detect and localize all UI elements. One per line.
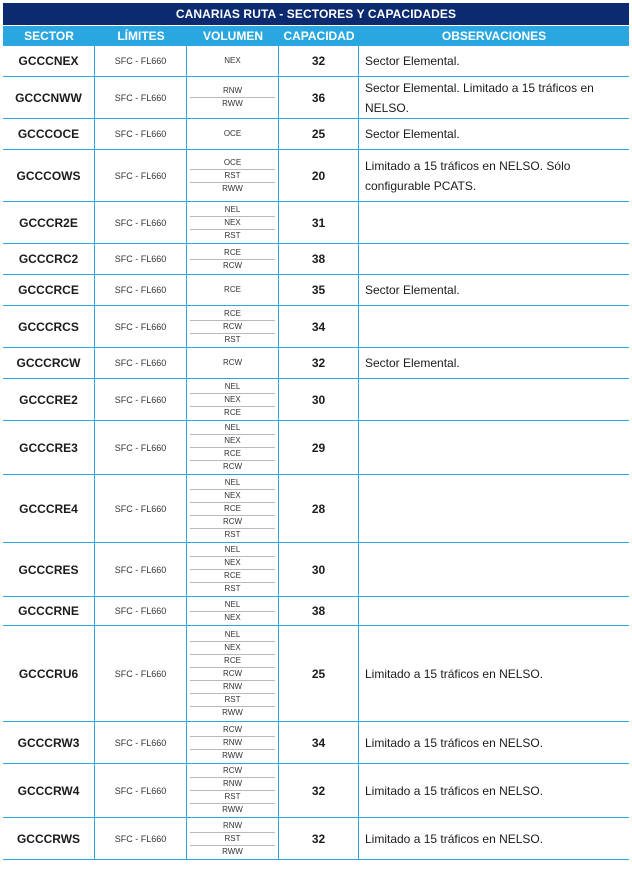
header-observaciones: OBSERVACIONES	[441, 29, 547, 43]
capacidad-cell: 31	[279, 202, 359, 243]
volumen-item: RST	[190, 833, 275, 846]
volumen-item: NEX	[190, 642, 275, 655]
sector-cell: GCCCRU6	[3, 626, 95, 721]
volumen-item: NEL	[190, 629, 275, 642]
volumen-cell	[187, 275, 279, 305]
sector-cell: GCCCNEX	[3, 46, 95, 76]
sector-cell: GCCCRE3	[3, 421, 95, 474]
limites-cell: SFC - FL660	[95, 150, 187, 201]
table-row	[3, 77, 629, 119]
volumen-item: RCE	[190, 247, 275, 260]
volumen-item: RCW	[190, 724, 275, 737]
sectors-table	[3, 3, 629, 860]
observaciones-cell: Limitado a 15 tráficos en NELSO.	[365, 831, 544, 846]
volumen-cell	[187, 722, 279, 763]
volumen-item: RCW	[190, 668, 275, 681]
header-capacidad: CAPACIDAD	[283, 29, 355, 43]
limites-cell: SFC - FL660	[95, 119, 187, 149]
sector-cell: GCCCRNE	[3, 597, 95, 625]
volumen-item: RNW	[190, 778, 275, 791]
volumen-cell	[187, 421, 279, 474]
limites-cell: SFC - FL660	[95, 275, 187, 305]
observaciones-cell	[359, 306, 629, 347]
limites-cell: SFC - FL660	[95, 421, 187, 474]
observaciones-cell: Limitado a 15 tráficos en NELSO.	[365, 783, 544, 798]
table-row	[3, 818, 629, 860]
volumen-item: RCE	[190, 503, 275, 516]
volumen-item: RCW	[190, 516, 275, 529]
capacidad-cell: 20	[279, 150, 359, 201]
volumen-item: NEX	[190, 394, 275, 407]
capacidad-cell: 32	[279, 46, 359, 76]
limites-cell: SFC - FL660	[95, 202, 187, 243]
sector-cell: GCCCRES	[3, 543, 95, 596]
volumen-item: RCW	[222, 260, 243, 270]
volumen-item: RCW	[190, 321, 275, 334]
volumen-cell	[187, 150, 279, 201]
volumen-item: NEL	[190, 204, 275, 217]
capacidad-cell: 29	[279, 421, 359, 474]
volumen-item: RCE	[224, 407, 241, 417]
limites-cell: SFC - FL660	[95, 597, 187, 625]
header-sector: SECTOR	[24, 29, 74, 43]
volumen-cell	[187, 119, 279, 149]
table-row	[3, 475, 629, 543]
header-limites: LÍMITES	[117, 29, 165, 43]
capacidad-cell: 36	[279, 77, 359, 118]
observaciones-cell: Limitado a 15 tráficos en NELSO. Sólo configurable PCATS.	[365, 158, 571, 193]
capacidad-cell: 38	[279, 244, 359, 274]
observaciones-cell	[359, 379, 629, 420]
volumen-item: RCE	[190, 570, 275, 583]
volumen-item: RWW	[222, 707, 243, 717]
volumen-cell	[187, 244, 279, 274]
volumen-item: OCE	[190, 157, 275, 170]
volumen-item: NEX	[190, 490, 275, 503]
observaciones-cell	[359, 421, 629, 474]
volumen-cell	[187, 764, 279, 817]
volumen-cell	[187, 202, 279, 243]
limites-cell: SFC - FL660	[95, 475, 187, 542]
observaciones-cell: Sector Elemental.	[365, 356, 460, 370]
sector-cell: GCCCRW3	[3, 722, 95, 763]
observaciones-cell: Sector Elemental. Limitado a 15 tráficos en NELSO.	[365, 80, 594, 115]
sector-cell: GCCCOWS	[3, 150, 95, 201]
table-row	[3, 597, 629, 626]
table-row	[3, 543, 629, 597]
limites-cell: SFC - FL660	[95, 46, 187, 76]
volumen-item: RCW	[190, 765, 275, 778]
volumen-cell	[187, 543, 279, 596]
volumen-item: NEX	[224, 612, 241, 622]
volumen-cell	[187, 475, 279, 542]
volumen-item: NEL	[190, 599, 275, 612]
volumen-item: RST	[224, 230, 241, 240]
sector-cell: GCCCR2E	[3, 202, 95, 243]
observaciones-cell	[359, 475, 629, 542]
sector-cell: GCCCRCW	[3, 348, 95, 378]
sector-cell: GCCCRW4	[3, 764, 95, 817]
sector-cell: GCCCRCE	[3, 275, 95, 305]
table-body	[3, 46, 629, 860]
volumen-item: RCW	[222, 358, 243, 367]
volumen-cell	[187, 306, 279, 347]
capacidad-cell: 30	[279, 379, 359, 420]
capacidad-cell: 35	[279, 275, 359, 305]
table-header-row	[3, 26, 629, 46]
volumen-item: RCE	[190, 308, 275, 321]
capacidad-cell: 28	[279, 475, 359, 542]
capacidad-cell: 32	[279, 348, 359, 378]
capacidad-cell: 34	[279, 306, 359, 347]
table-row	[3, 626, 629, 722]
observaciones-cell: Limitado a 15 tráficos en NELSO.	[365, 735, 544, 750]
volumen-item: RST	[224, 529, 241, 539]
volumen-item: RWW	[222, 750, 243, 760]
volumen-item: RCE	[190, 448, 275, 461]
volumen-item: RST	[190, 694, 275, 707]
volumen-item: NEL	[190, 544, 275, 557]
volumen-cell	[187, 626, 279, 721]
volumen-item: RST	[190, 170, 275, 183]
capacidad-cell: 32	[279, 818, 359, 859]
table-row	[3, 202, 629, 244]
limites-cell: SFC - FL660	[95, 818, 187, 859]
table-row	[3, 348, 629, 379]
volumen-cell	[187, 597, 279, 625]
volumen-item: RCE	[190, 655, 275, 668]
limites-cell: SFC - FL660	[95, 348, 187, 378]
limites-cell: SFC - FL660	[95, 244, 187, 274]
observaciones-cell	[359, 244, 629, 274]
capacidad-cell: 30	[279, 543, 359, 596]
volumen-item: NEX	[190, 435, 275, 448]
volumen-item: NEX	[224, 56, 241, 65]
volumen-item: RWW	[222, 183, 243, 193]
volumen-item: NEX	[190, 217, 275, 230]
limites-cell: SFC - FL660	[95, 543, 187, 596]
observaciones-cell: Limitado a 15 tráficos en NELSO.	[365, 666, 544, 681]
volumen-cell	[187, 77, 279, 118]
table-row	[3, 244, 629, 275]
volumen-item: RNW	[190, 681, 275, 694]
sector-cell: GCCCOCE	[3, 119, 95, 149]
observaciones-cell: Sector Elemental.	[365, 283, 460, 297]
volumen-item: RWW	[222, 846, 243, 856]
volumen-item: NEL	[190, 477, 275, 490]
volumen-item: NEX	[190, 557, 275, 570]
volumen-item: RCW	[222, 462, 243, 471]
table-row	[3, 150, 629, 202]
volumen-item: RST	[224, 584, 241, 593]
volumen-cell	[187, 46, 279, 76]
capacidad-cell: 32	[279, 764, 359, 817]
sector-cell: GCCCNWW	[3, 77, 95, 118]
capacidad-cell: 38	[279, 597, 359, 625]
table-row	[3, 306, 629, 348]
volumen-cell	[187, 818, 279, 859]
volumen-item: RCE	[224, 285, 241, 294]
table-row	[3, 46, 629, 77]
limites-cell: SFC - FL660	[95, 306, 187, 347]
volumen-item: RNW	[190, 737, 275, 750]
volumen-item: RWW	[222, 99, 243, 108]
volumen-item: NEL	[190, 381, 275, 394]
capacidad-cell: 34	[279, 722, 359, 763]
table-row	[3, 379, 629, 421]
sector-cell: GCCCRE2	[3, 379, 95, 420]
volumen-item: NEL	[190, 422, 275, 435]
observaciones-cell	[359, 543, 629, 596]
observaciones-cell	[359, 202, 629, 243]
volumen-item: RST	[224, 334, 241, 344]
sector-cell: GCCCRWS	[3, 818, 95, 859]
limites-cell: SFC - FL660	[95, 626, 187, 721]
limites-cell: SFC - FL660	[95, 722, 187, 763]
volumen-item: RST	[190, 791, 275, 804]
volumen-item: RNW	[190, 85, 275, 98]
sector-cell: GCCCRC2	[3, 244, 95, 274]
sector-cell: GCCCRE4	[3, 475, 95, 542]
volumen-item: RWW	[222, 805, 243, 814]
table-row	[3, 119, 629, 150]
table-row	[3, 764, 629, 818]
table-title: CANARIAS RUTA - SECTORES Y CAPACIDADES	[3, 3, 629, 25]
limites-cell: SFC - FL660	[95, 379, 187, 420]
observaciones-cell: Sector Elemental.	[365, 127, 460, 141]
limites-cell: SFC - FL660	[95, 764, 187, 817]
table-row	[3, 722, 629, 764]
capacidad-cell: 25	[279, 626, 359, 721]
observaciones-cell: Sector Elemental.	[365, 54, 460, 68]
capacidad-cell: 25	[279, 119, 359, 149]
volumen-item: OCE	[223, 129, 242, 138]
limites-cell: SFC - FL660	[95, 77, 187, 118]
observaciones-cell	[359, 597, 629, 625]
header-volumen: VOLUMEN	[203, 29, 263, 43]
volumen-cell	[187, 379, 279, 420]
volumen-item: RNW	[190, 820, 275, 833]
table-row	[3, 421, 629, 475]
volumen-cell	[187, 348, 279, 378]
sector-cell: GCCCRCS	[3, 306, 95, 347]
table-row	[3, 275, 629, 306]
